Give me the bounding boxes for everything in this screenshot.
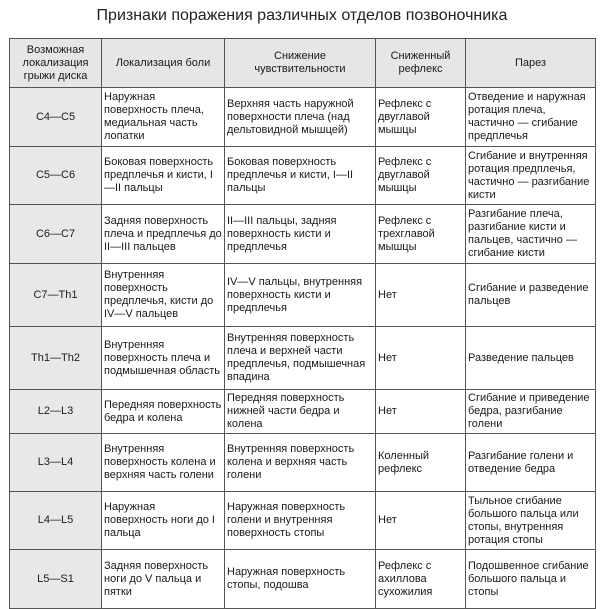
cell-sensitivity: Верхняя часть наружной поверхности плеча (над дельтовидной мышцей)	[225, 88, 376, 147]
header-reflex: Сниженный рефлекс	[376, 39, 466, 88]
header-paresis: Парез	[466, 39, 596, 88]
cell-reflex: Коленный рефлекс	[376, 434, 466, 492]
table-row	[10, 205, 596, 264]
cell-sensitivity: Внутренняя поверхность колена и верхняя часть голени	[225, 434, 376, 492]
cell-level: Th1—Th2	[10, 327, 102, 390]
cell-paresis: Подошвенное сгибание большого пальца и стопы	[466, 550, 596, 609]
cell-pain: Наружная поверхность плеча, медиальная часть лопатки	[102, 88, 225, 147]
cell-pain: Внутренняя поверхность плеча и подмышечная область	[102, 327, 225, 390]
cell-reflex: Нет	[376, 492, 466, 550]
cell-sensitivity: Внутренняя поверхность плеча и верхней части предплечья, подмышечная впадина	[225, 327, 376, 390]
header-pain-location: Локализация боли	[102, 39, 225, 88]
cell-paresis: Сгибание и разведение пальцев	[466, 264, 596, 327]
cell-level: C4—C5	[10, 88, 102, 147]
cell-reflex: Рефлекс с двуглавой мышцы	[376, 147, 466, 205]
cell-paresis: Разгибание голени и отведение бедра	[466, 434, 596, 492]
cell-paresis: Сгибание и приведение бедра, разгибание голени	[466, 390, 596, 434]
table-row	[10, 492, 596, 550]
header-sensitivity: Снижение чувствительности	[225, 39, 376, 88]
cell-sensitivity: Боковая поверхность предплечья и кисти, I—II пальцы	[225, 147, 376, 205]
cell-level: L4—L5	[10, 492, 102, 550]
cell-reflex: Нет	[376, 390, 466, 434]
table-header-row	[10, 39, 596, 88]
cell-reflex: Рефлекс с ахиллова сухожилия	[376, 550, 466, 609]
cell-paresis: Разгибание плеча, разгибание кисти и пальцев, частично — сгибание кисти	[466, 205, 596, 264]
cell-paresis: Разведение пальцев	[466, 327, 596, 390]
cell-pain: Задняя поверхность плеча и предплечья до II—III пальцев	[102, 205, 225, 264]
header-disc-level: Возможная локализация грыжи диска	[10, 39, 102, 88]
cell-pain: Задняя поверхность ноги до V пальца и пятки	[102, 550, 225, 609]
cell-sensitivity: Наружная поверхность стопы, подошва	[225, 550, 376, 609]
cell-level: L3—L4	[10, 434, 102, 492]
cell-pain: Внутренняя поверхность предплечья, кисти до IV—V пальцев	[102, 264, 225, 327]
page-title: Признаки поражения различных отделов позвоночника	[96, 7, 508, 24]
cell-paresis: Тыльное сгибание большого пальца или стопы, внутренняя ротация стопы	[466, 492, 596, 550]
cell-paresis: Сгибание и внутренняя ротация предплечья, частично — разгибание кисти	[466, 147, 596, 205]
table-row	[10, 390, 596, 434]
cell-pain: Передняя поверхность бедра и колена	[102, 390, 225, 434]
table-row	[10, 147, 596, 205]
cell-level: C6—C7	[10, 205, 102, 264]
spine-lesion-table	[9, 38, 596, 609]
cell-reflex: Рефлекс с двуглавой мышцы	[376, 88, 466, 147]
cell-reflex: Рефлекс с трехглавой мышцы	[376, 205, 466, 264]
cell-reflex: Нет	[376, 264, 466, 327]
cell-sensitivity: IV—V пальцы, внутренняя поверхность кисти и предплечья	[225, 264, 376, 327]
table-row	[10, 88, 596, 147]
cell-level: C5—C6	[10, 147, 102, 205]
cell-level: C7—Th1	[10, 264, 102, 327]
cell-reflex: Нет	[376, 327, 466, 390]
table-row	[10, 327, 596, 390]
table-row	[10, 264, 596, 327]
cell-level: L5—S1	[10, 550, 102, 609]
cell-sensitivity: Передняя поверхность нижней части бедра и колена	[225, 390, 376, 434]
table-row	[10, 550, 596, 609]
cell-sensitivity: II—III пальцы, задняя поверхность кисти и предплечья	[225, 205, 376, 264]
cell-level: L2—L3	[10, 390, 102, 434]
cell-paresis: Отведение и наружная ротация плеча, частично — сгибание предплечья	[466, 88, 596, 147]
cell-sensitivity: Наружная поверхность голени и внутренняя поверхность стопы	[225, 492, 376, 550]
cell-pain: Наружная поверхность ноги до I пальца	[102, 492, 225, 550]
table-row	[10, 434, 596, 492]
cell-pain: Внутренняя поверхность колена и верхняя часть голени	[102, 434, 225, 492]
cell-pain: Боковая поверхность предплечья и кисти, I—II пальцы	[102, 147, 225, 205]
